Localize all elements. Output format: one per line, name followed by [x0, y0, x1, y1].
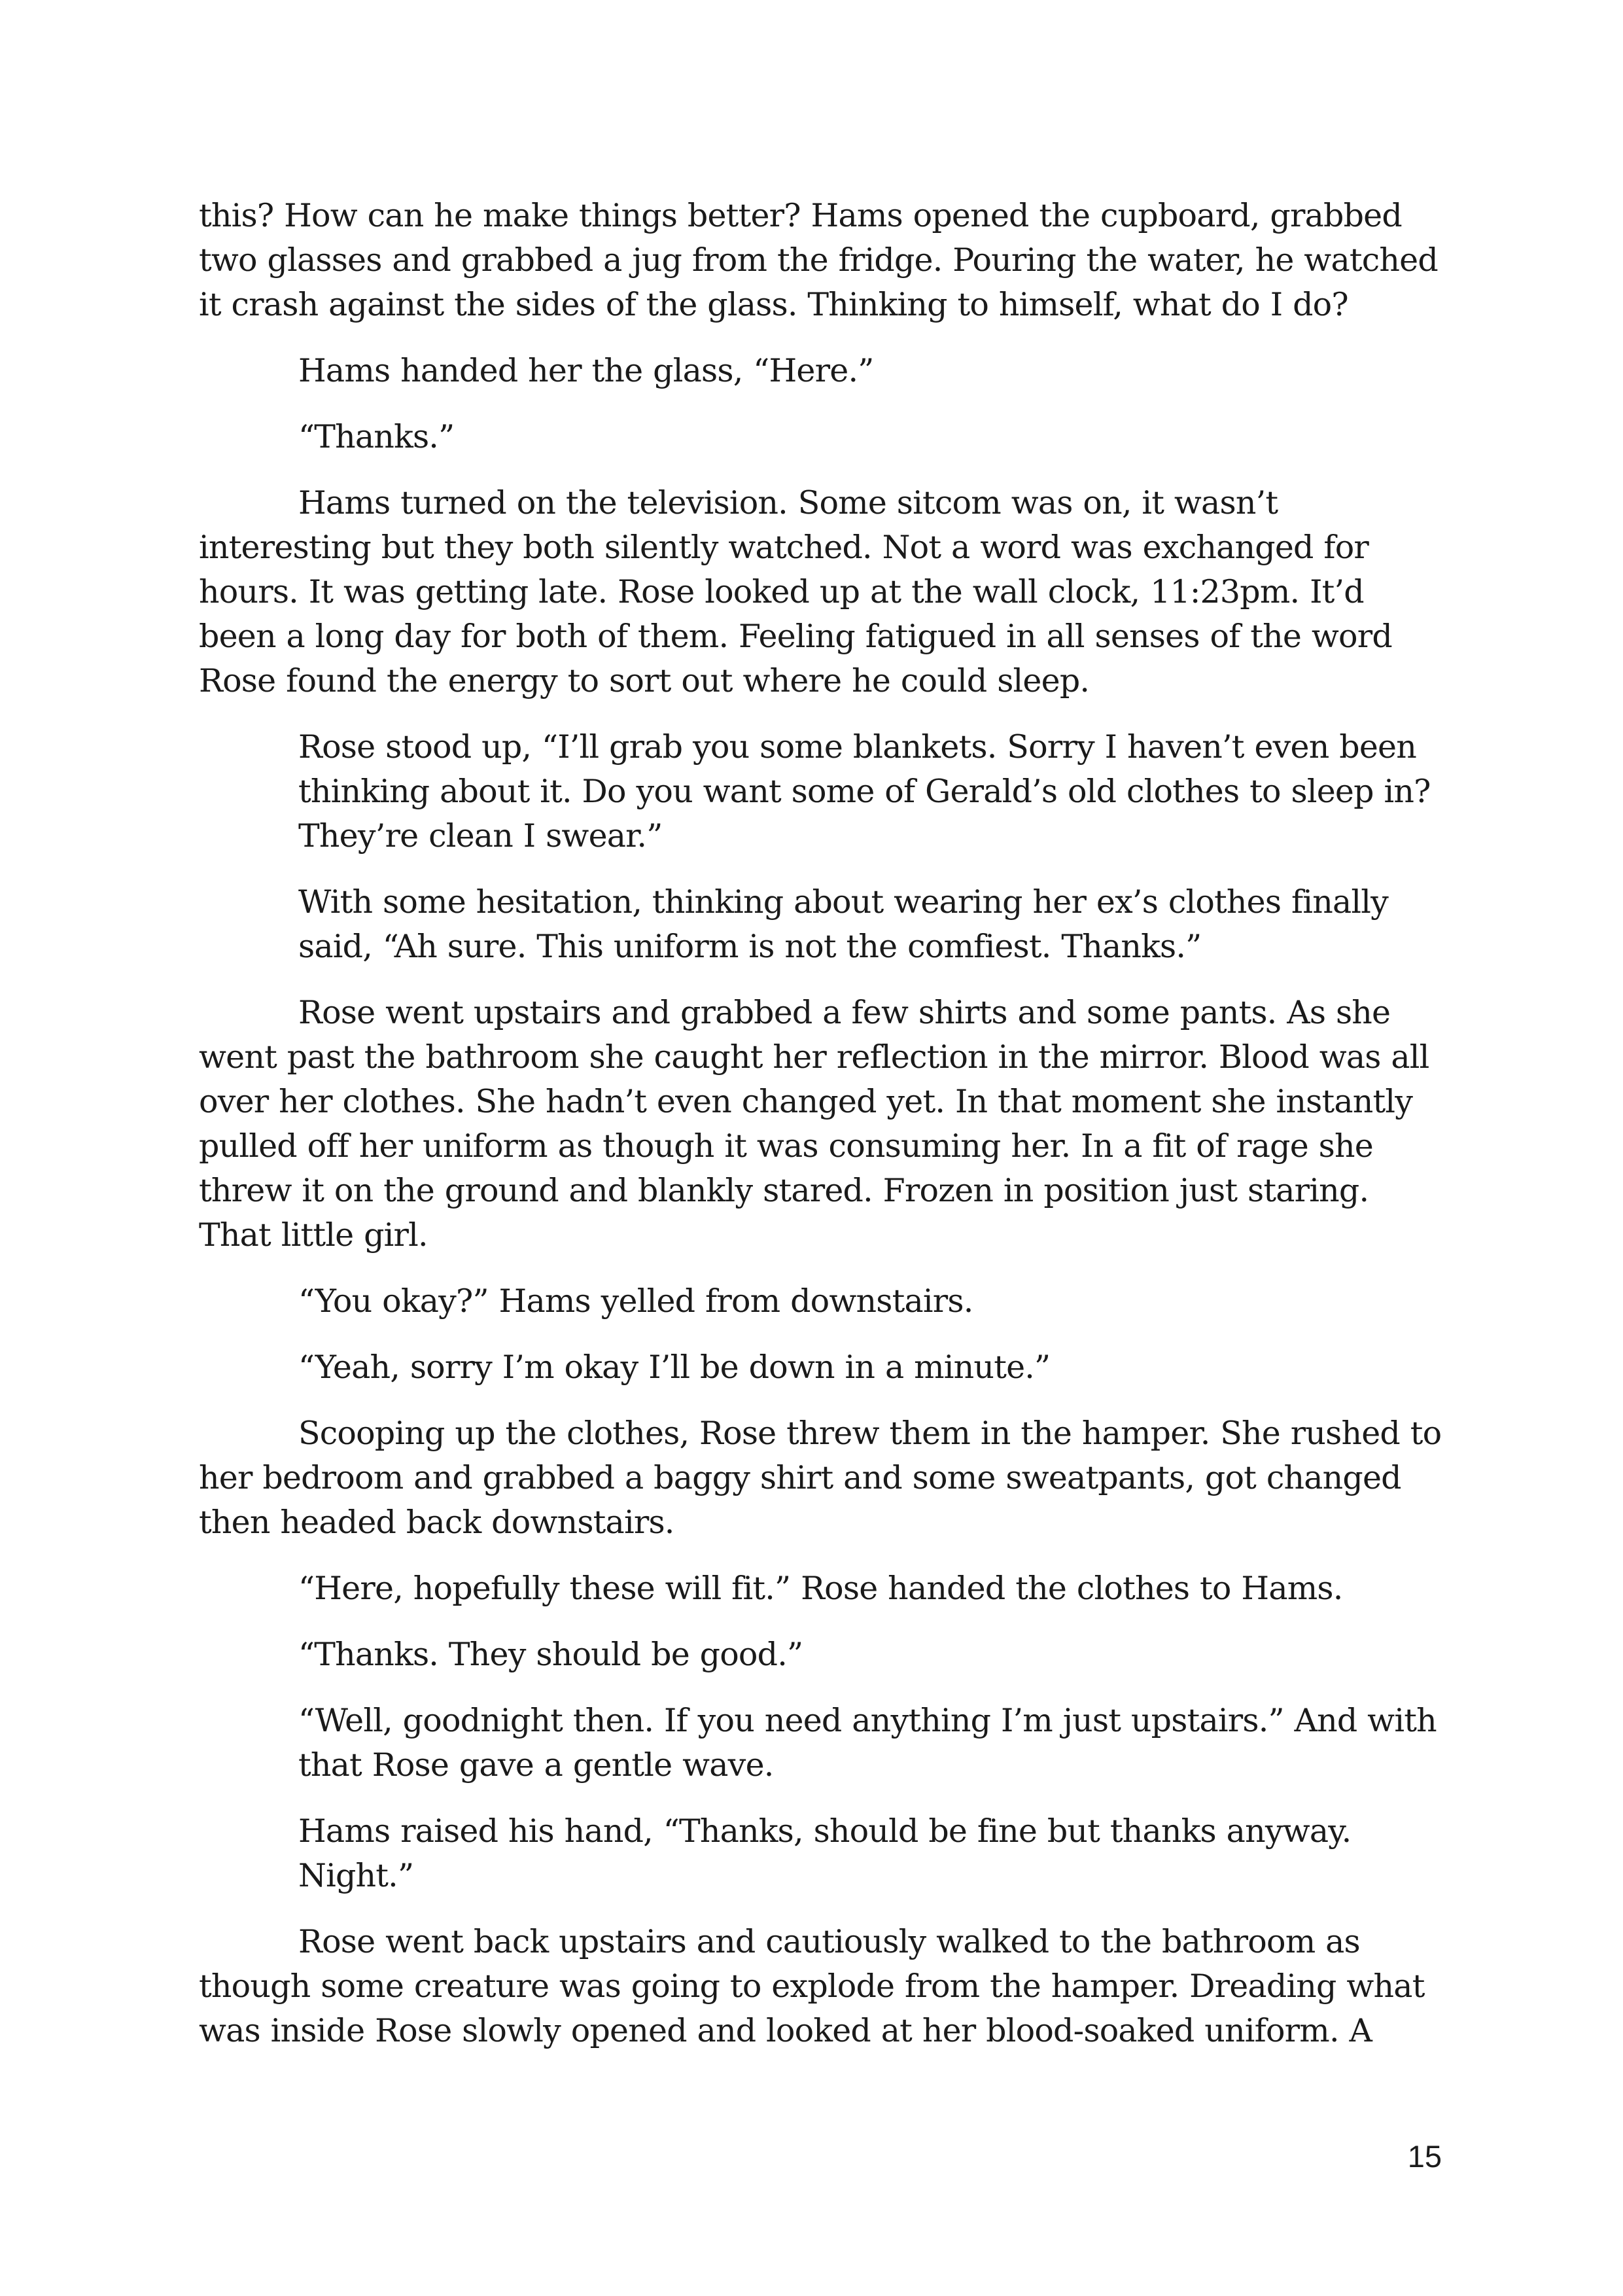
paragraph-6: With some hesitation, thinking about wearing her ex’s clothes finally said, “Ah sure. This uniform is not the comfiest. Thanks.” — [298, 883, 1389, 965]
paragraph-11: “Here, hopefully these will fit.” Rose handed the clothes to Hams. — [298, 1570, 1343, 1607]
paragraph-10: Scooping up the clothes, Rose threw them in the hamper. She rushed to her bedroom and grabbed a baggy shirt and some sweatpants, got changed then headed back downstairs. — [199, 1415, 1442, 1541]
paragraph-13: “Well, goodnight then. If you need anything I’m just upstairs.” And with that Rose gave a gentle wave. — [298, 1702, 1437, 1784]
paragraph-2: Hams handed her the glass, “Here.” — [298, 352, 874, 389]
body-text — [199, 194, 1442, 2075]
paragraph-8: “You okay?” Hams yelled from downstairs. — [298, 1282, 973, 1320]
paragraph-15: Rose went back upstairs and cautiously walked to the bathroom as though some creature was going to explode from the hamper. Dreading what was inside Rose slowly opened and looked at her blood-soaked uniform. A — [199, 1923, 1425, 2049]
paragraph-4: Hams turned on the television. Some sitcom was on, it wasn’t interesting but they both silently watched. Not a word was exchanged for hours. It was getting late. Rose looked up at the wall clock, 11:23pm. It’d been a long day for both of them. Feeling fatigued in all senses of the word Rose found the energy to sort out where he could sleep. — [199, 484, 1392, 699]
paragraph-7: Rose went upstairs and grabbed a few shirts and some pants. As she went past the bathroom she caught her reflection in the mirror. Blood was all over her clothes. She hadn’t even changed yet. In that moment she instantly pulled off her uniform as though it was consuming her. In a fit of rage she threw it on the ground and blankly stared. Frozen in position just staring. That little girl. — [199, 994, 1429, 1254]
paragraph-5: Rose stood up, “I’ll grab you some blankets. Sorry I haven’t even been thinking about it. Do you want some of Gerald’s old clothes to sleep in? They’re clean I swear.” — [298, 728, 1431, 855]
paragraph-3: “Thanks.” — [298, 418, 455, 455]
page-number: 15 — [1407, 2139, 1442, 2174]
paragraph-12: “Thanks. They should be good.” — [298, 1636, 803, 1673]
paragraph-1: this? How can he make things better? Hams opened the cupboard, grabbed two glasses and grabbed a jug from the fridge. Pouring the water, he watched it crash against the sides of the glass. Thinking to himself, what do I do? — [199, 197, 1438, 323]
paragraph-14: Hams raised his hand, “Thanks, should be fine but thanks anyway. Night.” — [298, 1812, 1352, 1894]
paragraph-9: “Yeah, sorry I’m okay I’ll be down in a minute.” — [298, 1349, 1051, 1386]
